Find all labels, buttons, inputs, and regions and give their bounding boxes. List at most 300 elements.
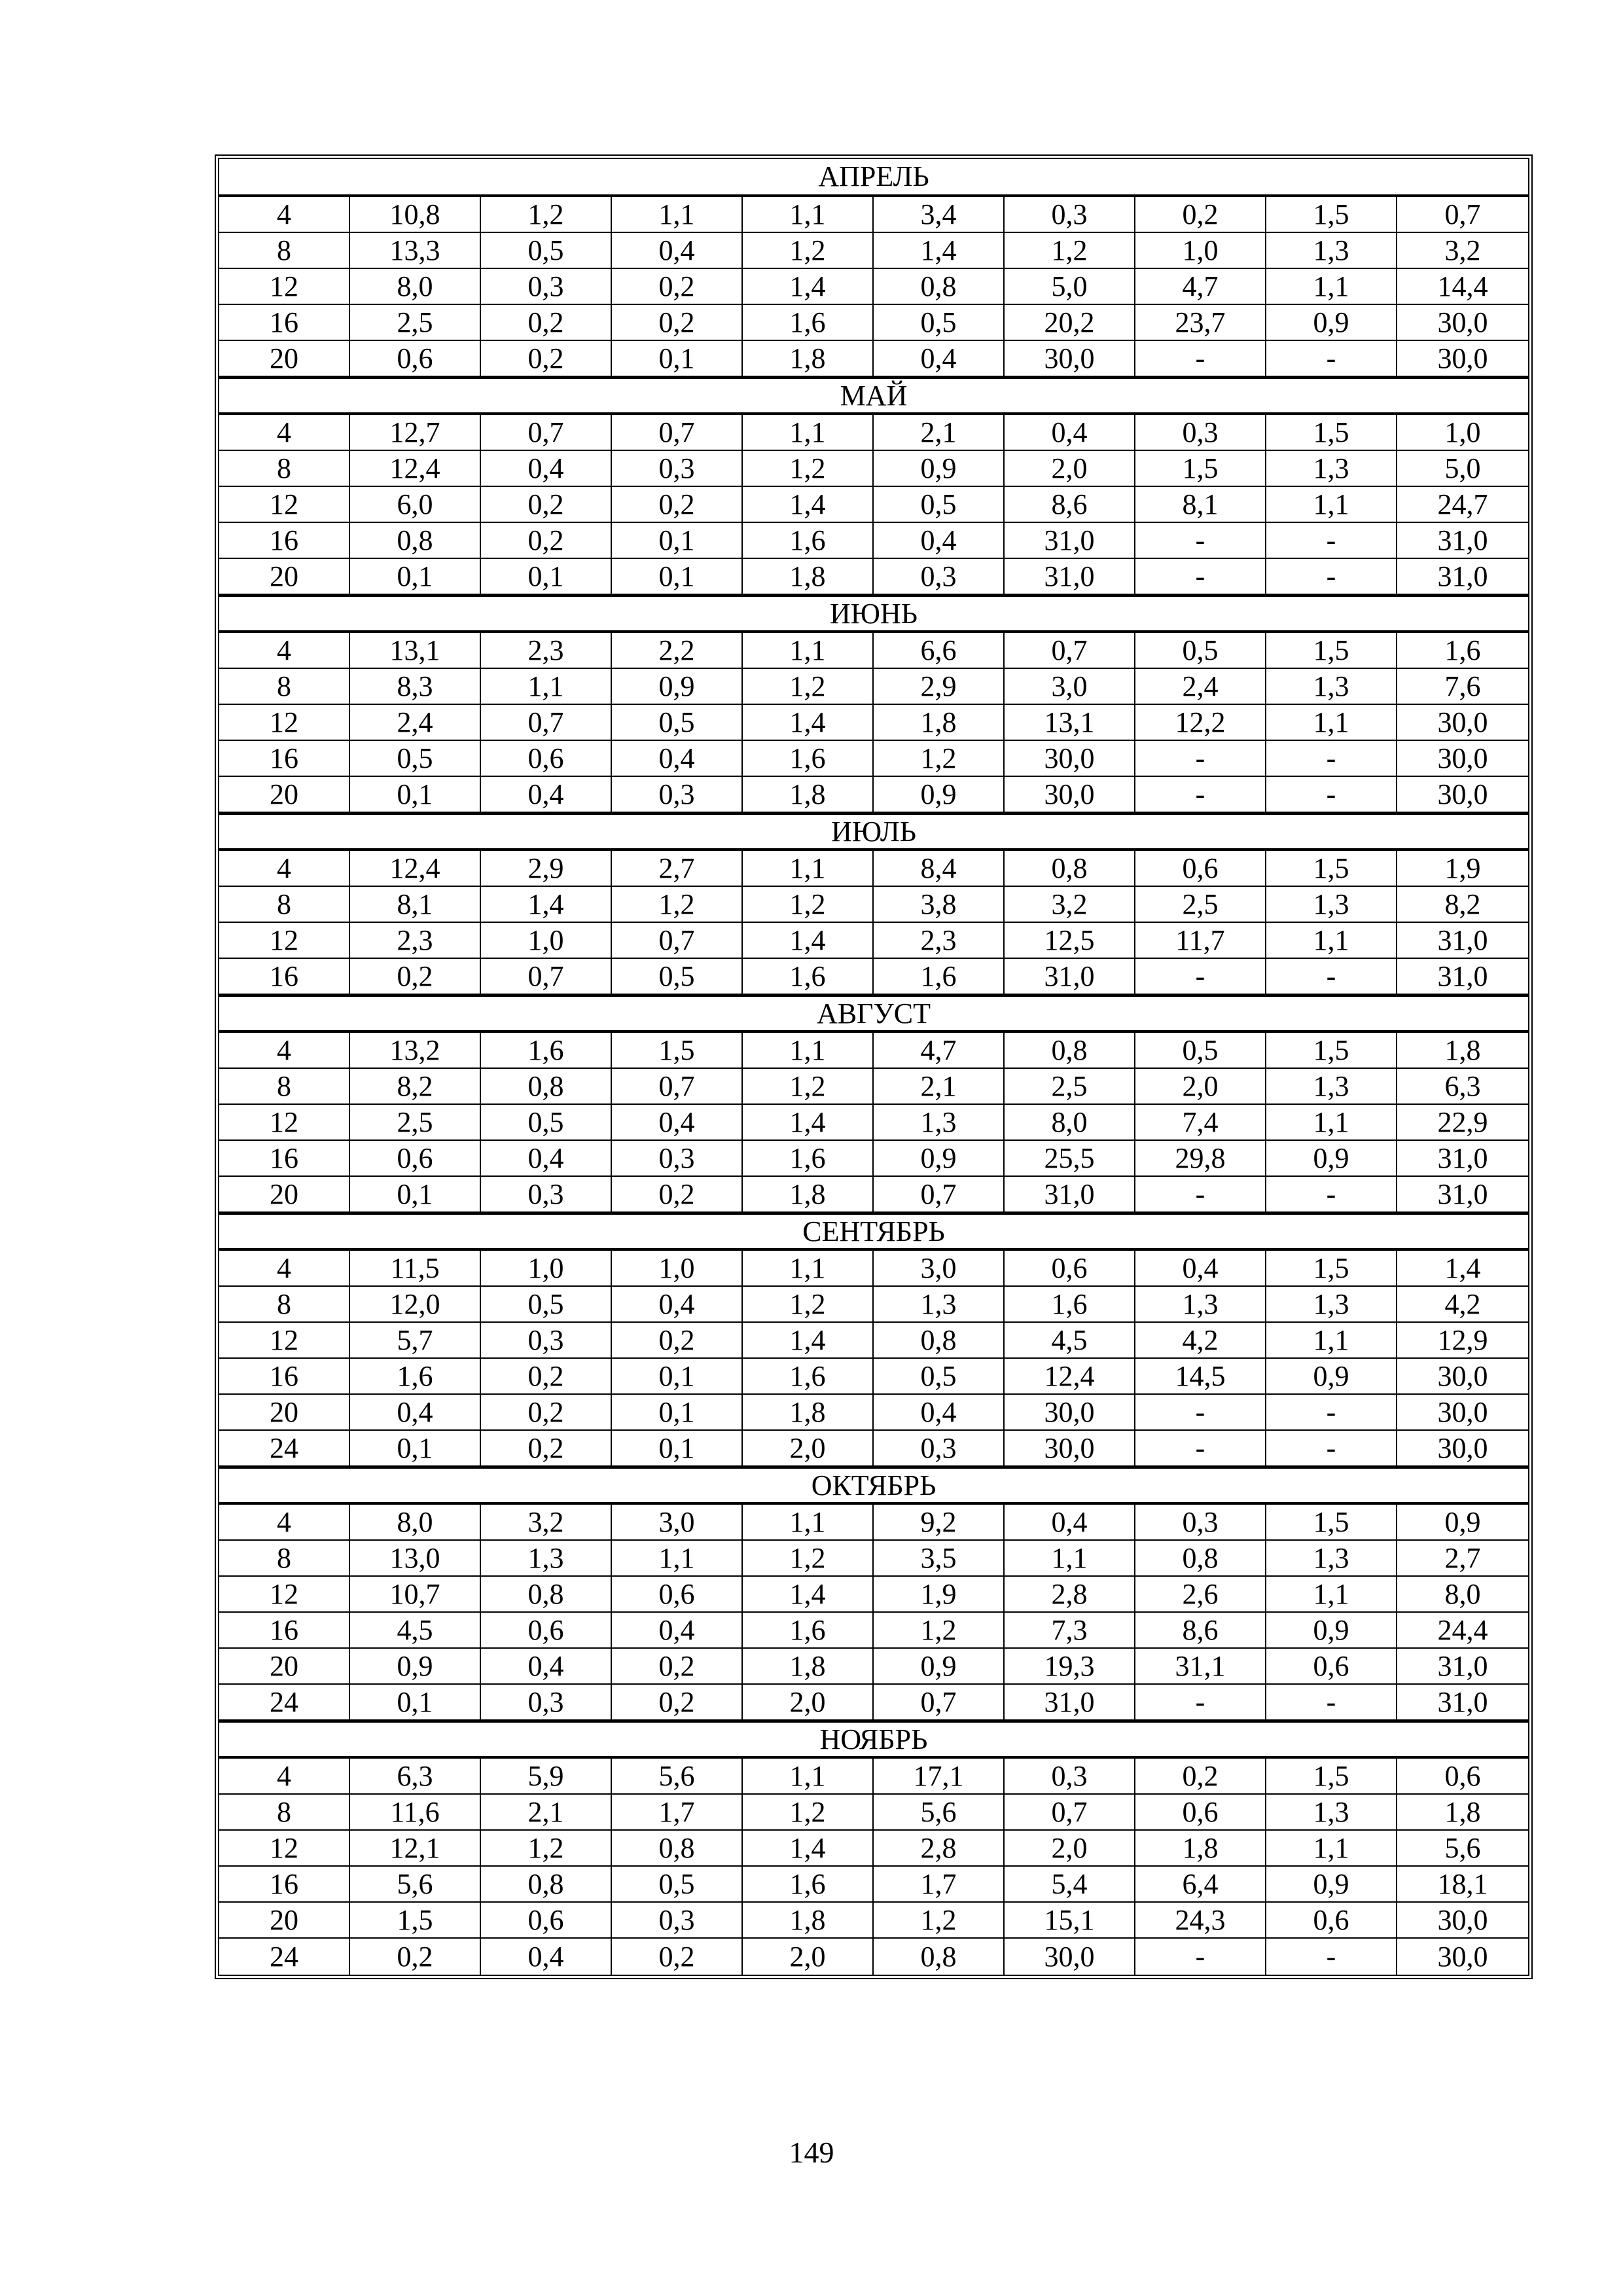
table-row	[219, 1287, 1528, 1323]
table-cell: 30,0	[1397, 1903, 1528, 1939]
table-cell: -	[1135, 1395, 1266, 1431]
table-row	[219, 1069, 1528, 1105]
table-cell: 1,1	[1266, 923, 1397, 959]
table-cell: 0,8	[874, 269, 1005, 305]
table-row	[219, 1867, 1528, 1903]
table-row	[219, 1177, 1528, 1213]
table-row	[219, 1831, 1528, 1867]
table-cell: 1,5	[1266, 1505, 1397, 1541]
table-cell: 0,4	[874, 1395, 1005, 1431]
table-cell: 0,9	[1397, 1505, 1528, 1541]
table-cell: 0,1	[350, 1177, 481, 1213]
table-cell: 30,0	[1005, 341, 1135, 377]
table-cell: 0,4	[481, 777, 612, 813]
table-cell: 0,7	[874, 1685, 1005, 1721]
row-key-cell: 16	[219, 523, 350, 559]
table-cell: 1,5	[1266, 633, 1397, 669]
table-cell: 0,7	[481, 705, 612, 741]
table-cell: 1,6	[743, 305, 874, 341]
table-cell: 4,5	[350, 1613, 481, 1649]
table-cell: 24,7	[1397, 487, 1528, 523]
table-cell: 0,9	[874, 777, 1005, 813]
table-cell: 0,3	[481, 1685, 612, 1721]
table-cell: 1,6	[743, 1613, 874, 1649]
table-cell: -	[1266, 741, 1397, 777]
table-cell: 3,0	[874, 1251, 1005, 1287]
table-cell: 0,4	[612, 741, 743, 777]
table-cell: 0,6	[1135, 851, 1266, 887]
table-cell: 1,1	[743, 415, 874, 451]
table-cell: -	[1135, 741, 1266, 777]
table-cell: 1,4	[1397, 1251, 1528, 1287]
table-cell: 1,2	[743, 1287, 874, 1323]
row-key-cell: 20	[219, 341, 350, 377]
row-key-cell: 4	[219, 1759, 350, 1795]
table-cell: 0,6	[481, 1613, 612, 1649]
month-title: ОКТЯБРЬ	[219, 1467, 1528, 1505]
table-cell: 0,2	[481, 523, 612, 559]
table-row	[219, 559, 1528, 595]
table-cell: 1,6	[743, 959, 874, 995]
row-key-cell: 12	[219, 1323, 350, 1359]
table-cell: 30,0	[1005, 1939, 1135, 1975]
table-cell: 1,3	[1266, 1069, 1397, 1105]
table-cell: 31,0	[1397, 1685, 1528, 1721]
table-cell: 30,0	[1437, 1940, 1488, 1973]
table-cell: 2,8	[874, 1831, 1005, 1867]
table-cell: 6,6	[874, 633, 1005, 669]
table-cell: 2,0	[743, 1939, 874, 1975]
table-cell: 0,3	[612, 1141, 743, 1177]
table-cell: 1,2	[743, 887, 874, 923]
table-cell: 1,3	[1266, 669, 1397, 705]
table-cell: 0,3	[1005, 197, 1135, 233]
table-cell: 15,1	[1005, 1903, 1135, 1939]
table-cell: 1,4	[874, 233, 1005, 269]
table-cell: 1,3	[481, 1541, 612, 1577]
table-cell: 1,1	[612, 1541, 743, 1577]
table-cell: 0,5	[612, 1867, 743, 1903]
table-cell: 1,0	[612, 1251, 743, 1287]
table-cell: 5,0	[1397, 451, 1528, 487]
page-number: 149	[789, 2136, 834, 2169]
table-cell: 7,4	[1135, 1105, 1266, 1141]
table-cell: 0,1	[350, 559, 481, 595]
table-cell: 4,2	[1397, 1287, 1528, 1323]
table-cell: 30,0	[1397, 341, 1528, 377]
table-row	[219, 305, 1528, 341]
row-key-cell: 16	[219, 1613, 350, 1649]
month-header-row	[219, 595, 1528, 633]
table-cell: 0,4	[481, 1649, 612, 1685]
table-cell: 0,1	[350, 1431, 481, 1467]
table-cell: -	[1135, 1685, 1266, 1721]
table-cell: 12,5	[1005, 923, 1135, 959]
table-cell: 3,4	[874, 197, 1005, 233]
row-key-cell: 12	[219, 1105, 350, 1141]
table-cell: -	[1266, 523, 1397, 559]
table-cell: 0,9	[874, 1141, 1005, 1177]
table-cell: -	[1135, 559, 1266, 595]
table-cell: -	[1266, 959, 1397, 995]
table-cell: 1,4	[743, 923, 874, 959]
table-cell: 0,7	[874, 1177, 1005, 1213]
table-cell: 1,6	[743, 523, 874, 559]
table-cell: 0,6	[481, 741, 612, 777]
table-cell: 0,5	[874, 1359, 1005, 1395]
table-cell: 12,7	[350, 415, 481, 451]
table-cell: 6,4	[1135, 1867, 1266, 1903]
table-cell: 3,5	[874, 1541, 1005, 1577]
table-cell: -	[1266, 1395, 1397, 1431]
table-cell: 0,3	[481, 1177, 612, 1213]
month-title: СЕНТЯБРЬ	[219, 1213, 1528, 1251]
table-cell: 3,2	[1397, 233, 1528, 269]
table-cell: -	[1266, 1177, 1397, 1213]
table-cell: 1,6	[743, 1359, 874, 1395]
table-cell: 6,0	[350, 487, 481, 523]
table-cell: 1,0	[481, 1251, 612, 1287]
table-cell: 1,5	[1266, 1759, 1397, 1795]
table-cell: 1,3	[1266, 451, 1397, 487]
table-cell: 1,3	[1266, 233, 1397, 269]
table-row	[219, 1649, 1528, 1685]
table-cell: 1,0	[1397, 415, 1528, 451]
month-title: АВГУСТ	[219, 995, 1528, 1033]
table-cell: 30,0	[1005, 741, 1135, 777]
table-cell: 31,0	[1397, 1177, 1528, 1213]
row-key-cell: 16	[219, 741, 350, 777]
row-key-cell: 24	[219, 1431, 350, 1467]
table-cell: 2,3	[874, 923, 1005, 959]
row-key-cell: 20	[219, 1649, 350, 1685]
table-cell: 2,1	[874, 415, 1005, 451]
table-cell: 0,5	[1135, 1033, 1266, 1069]
table-cell: -	[1135, 959, 1266, 995]
row-key-cell: 8	[219, 1795, 350, 1831]
row-key-cell: 8	[219, 451, 350, 487]
table-cell: 8,2	[1397, 887, 1528, 923]
row-key-cell: 20	[219, 1177, 350, 1213]
table-cell: 31,0	[1005, 1685, 1135, 1721]
row-key-cell: 4	[219, 415, 350, 451]
row-key-cell: 4	[219, 1033, 350, 1069]
table-cell: 1,3	[1135, 1287, 1266, 1323]
table-cell: 2,0	[743, 1685, 874, 1721]
table-cell: 2,5	[1005, 1069, 1135, 1105]
table-cell: 4,2	[1135, 1323, 1266, 1359]
table-cell: 0,9	[874, 451, 1005, 487]
table-cell: 5,6	[1397, 1831, 1528, 1867]
table-cell: 5,6	[350, 1867, 481, 1903]
table-cell: 9,2	[874, 1505, 1005, 1541]
table-cell: 1,7	[612, 1795, 743, 1831]
table-cell: 1,2	[743, 669, 874, 705]
table-cell: 1,2	[481, 197, 612, 233]
table-cell: 19,3	[1005, 1649, 1135, 1685]
table-row	[219, 1759, 1528, 1795]
month-header-row	[219, 1213, 1528, 1251]
table-cell: 0,2	[612, 269, 743, 305]
table-cell: 1,9	[874, 1577, 1005, 1613]
table-cell: 0,3	[1005, 1759, 1135, 1795]
table-cell: -	[1266, 1685, 1397, 1721]
month-title: ИЮЛЬ	[219, 813, 1528, 851]
table-cell: 2,3	[481, 633, 612, 669]
table-row	[219, 1033, 1528, 1069]
table-cell: 0,5	[350, 741, 481, 777]
table-cell: 0,7	[1397, 197, 1528, 233]
row-key-cell: 4	[219, 851, 350, 887]
table-cell: 1,3	[1266, 887, 1397, 923]
table-cell: 2,9	[874, 669, 1005, 705]
table-cell: 1,4	[481, 887, 612, 923]
table-cell: 0,8	[874, 1323, 1005, 1359]
table-cell: 1,8	[743, 1395, 874, 1431]
table-cell: 11,6	[350, 1795, 481, 1831]
table-cell: 0,5	[481, 1105, 612, 1141]
table-row	[219, 1359, 1528, 1395]
table-row	[219, 1323, 1528, 1359]
table-cell: 14,5	[1135, 1359, 1266, 1395]
row-key-cell: 16	[219, 1141, 350, 1177]
table-cell: 1,4	[743, 1105, 874, 1141]
table-cell: 11,7	[1135, 923, 1266, 959]
row-key-cell: 16	[219, 305, 350, 341]
table-cell: 0,6	[612, 1577, 743, 1613]
table-row	[219, 451, 1528, 487]
table-cell: 0,8	[612, 1831, 743, 1867]
table-row	[219, 415, 1528, 451]
table-cell: 0,7	[612, 1069, 743, 1105]
table-cell: 2,8	[1005, 1577, 1135, 1613]
table-row	[219, 1251, 1528, 1287]
table-cell: 30,0	[1397, 777, 1528, 813]
table-cell: 1,1	[1266, 1831, 1397, 1867]
table-cell: -	[1266, 777, 1397, 813]
table-cell: -	[1135, 523, 1266, 559]
table-cell: 20,2	[1005, 305, 1135, 341]
table-cell: 1,1	[743, 1251, 874, 1287]
table-cell: 2,5	[1135, 887, 1266, 923]
table-cell: 0,1	[612, 1359, 743, 1395]
table-cell: 31,0	[1397, 523, 1528, 559]
table-cell: -	[1266, 559, 1397, 595]
table-cell: 0,6	[1397, 1759, 1528, 1795]
table-cell: 0,7	[612, 415, 743, 451]
table-cell: 0,8	[1005, 851, 1135, 887]
table-cell: 0,6	[1135, 1795, 1266, 1831]
table-cell: 0,3	[874, 1431, 1005, 1467]
table-cell: 8,4	[874, 851, 1005, 887]
table-cell: 1,4	[743, 705, 874, 741]
table-cell: 7,6	[1397, 669, 1528, 705]
row-key-cell: 12	[219, 923, 350, 959]
table-cell: 24,3	[1135, 1903, 1266, 1939]
table-cell: 1,5	[350, 1903, 481, 1939]
table-cell: 1,1	[1266, 705, 1397, 741]
table-cell: 1,7	[874, 1867, 1005, 1903]
table-cell: 0,6	[350, 1141, 481, 1177]
table-cell: 2,0	[1135, 1069, 1266, 1105]
table-cell: 0,7	[612, 923, 743, 959]
table-cell: 1,1	[1266, 1105, 1397, 1141]
table-cell: 1,8	[743, 559, 874, 595]
table-cell: 0,4	[1005, 1505, 1135, 1541]
table-cell: 0,5	[481, 1287, 612, 1323]
table-cell: 1,1	[1266, 269, 1397, 305]
table-row	[219, 1577, 1528, 1613]
table-row	[219, 1431, 1528, 1467]
row-key-cell: 20	[219, 777, 350, 813]
table-cell: 0,2	[1135, 1759, 1266, 1795]
table-cell: 0,9	[1266, 305, 1397, 341]
row-key-cell: 4	[219, 633, 350, 669]
table-cell: 2,0	[1005, 1831, 1135, 1867]
table-cell: 0,8	[350, 523, 481, 559]
table-cell: 0,2	[612, 1685, 743, 1721]
table-cell: 1,2	[743, 1069, 874, 1105]
table-cell: 0,7	[481, 959, 612, 995]
table-row	[219, 269, 1528, 305]
table-cell: 1,6	[743, 1141, 874, 1177]
table-cell: 30,0	[1005, 1431, 1135, 1467]
table-cell: 1,2	[612, 887, 743, 923]
table-cell: 0,1	[612, 523, 743, 559]
table-cell: 0,5	[1135, 633, 1266, 669]
table-cell: 23,7	[1135, 305, 1266, 341]
table-cell: 8,0	[1005, 1105, 1135, 1141]
table-cell: 0,2	[612, 1177, 743, 1213]
table-cell: 1,2	[874, 741, 1005, 777]
table-cell: 0,8	[481, 1069, 612, 1105]
table-cell: 1,2	[743, 1795, 874, 1831]
table-row	[219, 887, 1528, 923]
table-cell: 0,7	[481, 415, 612, 451]
table-cell: 1,8	[743, 1177, 874, 1213]
row-key-cell: 16	[219, 1867, 350, 1903]
table-cell: 4,7	[874, 1033, 1005, 1069]
table-row	[219, 851, 1528, 887]
table-row	[219, 523, 1528, 559]
table-row	[219, 777, 1528, 813]
row-key-cell: 8	[219, 1069, 350, 1105]
table-cell: 1,3	[1266, 1795, 1397, 1831]
table-cell: 0,3	[874, 559, 1005, 595]
row-key-cell: 16	[219, 959, 350, 995]
table-cell: 0,1	[612, 341, 743, 377]
table-cell: -	[1266, 1939, 1397, 1975]
row-key-cell: 20	[219, 1903, 350, 1939]
table-cell: 22,9	[1397, 1105, 1528, 1141]
table-cell: 1,9	[1397, 851, 1528, 887]
table-cell: 0,9	[350, 1649, 481, 1685]
table-cell: 0,3	[1135, 1505, 1266, 1541]
table-cell: 0,6	[1266, 1649, 1397, 1685]
table-cell: 30,0	[1397, 305, 1528, 341]
table-cell: 30,0	[1005, 777, 1135, 813]
table-cell: 1,2	[1005, 233, 1135, 269]
table-cell: 18,1	[1397, 1867, 1528, 1903]
table-cell: 8,0	[1397, 1577, 1528, 1613]
table-cell: 30,0	[1397, 741, 1528, 777]
table-row	[219, 1395, 1528, 1431]
table-cell: 30,0	[1397, 1431, 1528, 1467]
row-key-cell: 4	[219, 1505, 350, 1541]
table-cell: 1,2	[874, 1613, 1005, 1649]
table-cell: 0,6	[1266, 1903, 1397, 1939]
table-cell: 1,5	[1266, 415, 1397, 451]
table-cell: 0,4	[612, 233, 743, 269]
table-cell: 25,5	[1005, 1141, 1135, 1177]
table-cell: 0,9	[1266, 1867, 1397, 1903]
row-key-cell: 12	[219, 1577, 350, 1613]
table-cell: 1,6	[874, 959, 1005, 995]
table-cell: 8,1	[350, 887, 481, 923]
table-cell: 0,3	[612, 777, 743, 813]
table-cell: 31,0	[1005, 959, 1135, 995]
month-header-row	[219, 1721, 1528, 1759]
table-cell: 0,2	[612, 305, 743, 341]
table-row	[219, 1141, 1528, 1177]
month-title: НОЯБРЬ	[219, 1721, 1528, 1759]
row-key-cell: 8	[219, 1541, 350, 1577]
row-key-cell: 20	[219, 1395, 350, 1431]
table-row	[219, 1505, 1528, 1541]
table-cell: 2,5	[350, 1105, 481, 1141]
table-cell: 0,2	[481, 305, 612, 341]
table-body	[219, 159, 1528, 1975]
table-cell: -	[1135, 341, 1266, 377]
table-cell: 1,8	[874, 705, 1005, 741]
table-cell: 30,0	[1397, 1395, 1528, 1431]
table-cell: 5,4	[1005, 1867, 1135, 1903]
table-cell: 2,6	[1135, 1577, 1266, 1613]
table-cell: 0,2	[612, 1649, 743, 1685]
table-row	[219, 233, 1528, 269]
table-cell: 5,7	[350, 1323, 481, 1359]
table-cell: -	[1135, 1177, 1266, 1213]
table-cell: 1,2	[481, 1831, 612, 1867]
table-cell: 14,4	[1397, 269, 1528, 305]
table-cell: 30,0	[1397, 1359, 1528, 1395]
table-cell: 6,3	[1397, 1069, 1528, 1105]
table-row	[219, 923, 1528, 959]
table-cell: 0,2	[481, 1431, 612, 1467]
table-cell: -	[1135, 1431, 1266, 1467]
table-cell: 31,0	[1005, 523, 1135, 559]
table-cell: 1,8	[743, 777, 874, 813]
table-cell: 1,1	[743, 633, 874, 669]
table-cell: 12,4	[350, 451, 481, 487]
table-cell: 0,2	[481, 341, 612, 377]
table-cell: 1,6	[743, 741, 874, 777]
table-cell: 12,4	[1005, 1359, 1135, 1395]
table-cell: 0,9	[874, 1649, 1005, 1685]
table-cell: 0,2	[481, 1395, 612, 1431]
table-cell: 1,1	[743, 1759, 874, 1795]
table-cell: 0,4	[1135, 1251, 1266, 1287]
table-cell: 2,2	[612, 633, 743, 669]
table-cell: 8,3	[350, 669, 481, 705]
table-cell: 0,8	[481, 1867, 612, 1903]
table-cell: 4,5	[1005, 1323, 1135, 1359]
table-cell: 1,4	[743, 1831, 874, 1867]
table-cell: 8,6	[1005, 487, 1135, 523]
table-cell: 0,8	[1135, 1541, 1266, 1577]
table-cell: 1,8	[1397, 1795, 1528, 1831]
month-title: МАЙ	[219, 377, 1528, 415]
